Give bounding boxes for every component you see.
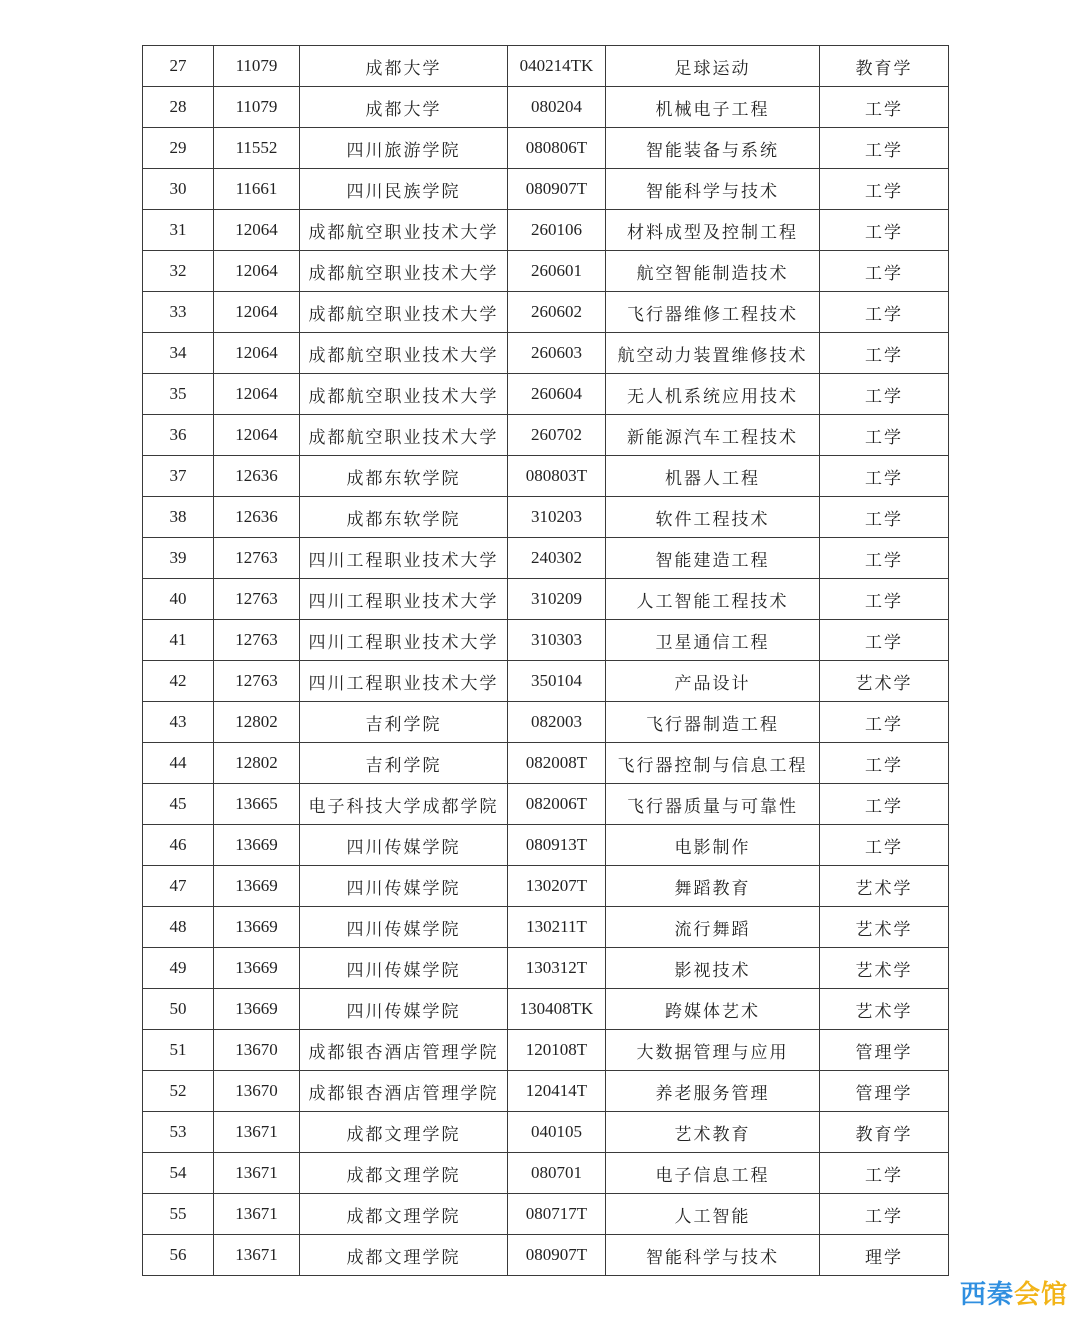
cell-school-name: 成都文理学院 (300, 1194, 508, 1235)
cell-category: 艺术学 (820, 948, 949, 989)
cell-major-code: 082008T (508, 743, 606, 784)
cell-school-name: 四川民族学院 (300, 169, 508, 210)
cell-school-name: 成都航空职业技术大学 (300, 333, 508, 374)
cell-major-name: 材料成型及控制工程 (606, 210, 820, 251)
cell-school-code: 12064 (214, 333, 300, 374)
cell-seq: 46 (143, 825, 214, 866)
cell-seq: 37 (143, 456, 214, 497)
cell-major-name: 艺术教育 (606, 1112, 820, 1153)
table-row (143, 907, 949, 948)
cell-category: 工学 (820, 1153, 949, 1194)
cell-school-name: 成都航空职业技术大学 (300, 415, 508, 456)
cell-school-code: 13669 (214, 989, 300, 1030)
cell-major-name: 影视技术 (606, 948, 820, 989)
cell-school-code: 12802 (214, 702, 300, 743)
cell-major-code: 080907T (508, 169, 606, 210)
cell-major-name: 电影制作 (606, 825, 820, 866)
table-row (143, 1030, 949, 1071)
table-row (143, 1071, 949, 1112)
cell-category: 工学 (820, 169, 949, 210)
cell-major-code: 080907T (508, 1235, 606, 1276)
cell-seq: 54 (143, 1153, 214, 1194)
cell-seq: 50 (143, 989, 214, 1030)
cell-school-name: 四川传媒学院 (300, 907, 508, 948)
cell-major-name: 飞行器质量与可靠性 (606, 784, 820, 825)
cell-category: 艺术学 (820, 989, 949, 1030)
cell-category: 工学 (820, 497, 949, 538)
cell-category: 艺术学 (820, 907, 949, 948)
table-row (143, 46, 949, 87)
cell-seq: 27 (143, 46, 214, 87)
cell-category: 教育学 (820, 1112, 949, 1153)
cell-major-name: 智能建造工程 (606, 538, 820, 579)
cell-school-name: 成都东软学院 (300, 497, 508, 538)
cell-school-name: 成都文理学院 (300, 1235, 508, 1276)
cell-school-name: 成都文理学院 (300, 1112, 508, 1153)
cell-school-code: 13665 (214, 784, 300, 825)
table-row (143, 1153, 949, 1194)
cell-major-name: 养老服务管理 (606, 1071, 820, 1112)
cell-seq: 38 (143, 497, 214, 538)
cell-seq: 44 (143, 743, 214, 784)
cell-major-name: 飞行器维修工程技术 (606, 292, 820, 333)
cell-school-name: 成都航空职业技术大学 (300, 292, 508, 333)
cell-major-code: 080204 (508, 87, 606, 128)
table-row (143, 702, 949, 743)
cell-major-name: 新能源汽车工程技术 (606, 415, 820, 456)
cell-category: 艺术学 (820, 866, 949, 907)
cell-category: 管理学 (820, 1030, 949, 1071)
table-row (143, 743, 949, 784)
cell-major-name: 大数据管理与应用 (606, 1030, 820, 1071)
cell-major-name: 流行舞蹈 (606, 907, 820, 948)
cell-major-code: 080803T (508, 456, 606, 497)
cell-major-code: 260601 (508, 251, 606, 292)
cell-seq: 30 (143, 169, 214, 210)
cell-seq: 51 (143, 1030, 214, 1071)
cell-category: 工学 (820, 333, 949, 374)
cell-school-name: 四川工程职业技术大学 (300, 579, 508, 620)
cell-seq: 56 (143, 1235, 214, 1276)
cell-major-name: 电子信息工程 (606, 1153, 820, 1194)
cell-major-code: 080717T (508, 1194, 606, 1235)
cell-major-code: 040105 (508, 1112, 606, 1153)
cell-school-code: 13671 (214, 1235, 300, 1276)
cell-seq: 39 (143, 538, 214, 579)
cell-major-code: 080701 (508, 1153, 606, 1194)
cell-major-name: 跨媒体艺术 (606, 989, 820, 1030)
cell-major-name: 足球运动 (606, 46, 820, 87)
cell-school-name: 成都东软学院 (300, 456, 508, 497)
table-row (143, 374, 949, 415)
cell-school-name: 成都大学 (300, 87, 508, 128)
watermark-logo (960, 1274, 1068, 1311)
watermark-text-a: 西秦 (959, 1280, 1014, 1310)
cell-seq: 52 (143, 1071, 214, 1112)
cell-category: 工学 (820, 784, 949, 825)
cell-category: 工学 (820, 743, 949, 784)
table-row (143, 87, 949, 128)
cell-major-name: 机械电子工程 (606, 87, 820, 128)
cell-school-code: 13671 (214, 1153, 300, 1194)
cell-major-name: 智能装备与系统 (606, 128, 820, 169)
cell-major-code: 120108T (508, 1030, 606, 1071)
cell-category: 工学 (820, 538, 949, 579)
cell-major-code: 310303 (508, 620, 606, 661)
table-row (143, 210, 949, 251)
cell-major-code: 260106 (508, 210, 606, 251)
cell-major-name: 飞行器控制与信息工程 (606, 743, 820, 784)
table-row (143, 1194, 949, 1235)
cell-seq: 35 (143, 374, 214, 415)
cell-major-code: 082006T (508, 784, 606, 825)
cell-school-code: 13669 (214, 866, 300, 907)
cell-seq: 33 (143, 292, 214, 333)
table-row (143, 497, 949, 538)
table-row (143, 866, 949, 907)
cell-major-name: 飞行器制造工程 (606, 702, 820, 743)
cell-category: 工学 (820, 415, 949, 456)
cell-seq: 40 (143, 579, 214, 620)
cell-category: 工学 (820, 456, 949, 497)
cell-seq: 29 (143, 128, 214, 169)
cell-school-code: 12636 (214, 456, 300, 497)
cell-seq: 43 (143, 702, 214, 743)
cell-major-name: 机器人工程 (606, 456, 820, 497)
cell-category: 工学 (820, 210, 949, 251)
cell-category: 工学 (820, 292, 949, 333)
table-row (143, 333, 949, 374)
cell-seq: 53 (143, 1112, 214, 1153)
cell-school-name: 四川传媒学院 (300, 948, 508, 989)
cell-major-name: 航空动力装置维修技术 (606, 333, 820, 374)
cell-major-name: 无人机系统应用技术 (606, 374, 820, 415)
cell-school-name: 成都航空职业技术大学 (300, 210, 508, 251)
cell-major-name: 人工智能 (606, 1194, 820, 1235)
cell-major-code: 130207T (508, 866, 606, 907)
cell-major-code: 260602 (508, 292, 606, 333)
table-row (143, 825, 949, 866)
cell-school-name: 吉利学院 (300, 743, 508, 784)
cell-major-code: 082003 (508, 702, 606, 743)
cell-school-code: 13670 (214, 1030, 300, 1071)
cell-school-code: 12064 (214, 251, 300, 292)
cell-school-code: 13669 (214, 825, 300, 866)
cell-school-code: 13669 (214, 907, 300, 948)
cell-major-code: 350104 (508, 661, 606, 702)
cell-school-code: 12763 (214, 661, 300, 702)
cell-major-code: 080913T (508, 825, 606, 866)
cell-school-code: 12064 (214, 374, 300, 415)
cell-major-name: 卫星通信工程 (606, 620, 820, 661)
table-row (143, 251, 949, 292)
cell-major-code: 130312T (508, 948, 606, 989)
cell-category: 工学 (820, 702, 949, 743)
cell-seq: 55 (143, 1194, 214, 1235)
cell-school-code: 12064 (214, 210, 300, 251)
cell-category: 工学 (820, 374, 949, 415)
cell-major-code: 260604 (508, 374, 606, 415)
watermark-text-b: 会馆 (1013, 1280, 1068, 1310)
table-row (143, 169, 949, 210)
cell-major-name: 智能科学与技术 (606, 1235, 820, 1276)
cell-school-code: 12064 (214, 292, 300, 333)
cell-school-name: 成都银杏酒店管理学院 (300, 1071, 508, 1112)
cell-school-name: 成都银杏酒店管理学院 (300, 1030, 508, 1071)
cell-seq: 41 (143, 620, 214, 661)
table-row (143, 538, 949, 579)
majors-table (142, 45, 949, 1276)
cell-school-name: 四川传媒学院 (300, 866, 508, 907)
cell-major-name: 软件工程技术 (606, 497, 820, 538)
cell-category: 工学 (820, 128, 949, 169)
cell-school-code: 12064 (214, 415, 300, 456)
cell-school-code: 13669 (214, 948, 300, 989)
cell-seq: 49 (143, 948, 214, 989)
cell-school-name: 成都大学 (300, 46, 508, 87)
cell-school-code: 11552 (214, 128, 300, 169)
cell-school-code: 11079 (214, 87, 300, 128)
cell-seq: 32 (143, 251, 214, 292)
table-body (143, 46, 949, 1276)
cell-major-code: 240302 (508, 538, 606, 579)
cell-seq: 34 (143, 333, 214, 374)
cell-seq: 31 (143, 210, 214, 251)
cell-major-code: 040214TK (508, 46, 606, 87)
cell-category: 工学 (820, 825, 949, 866)
table-row (143, 948, 949, 989)
cell-major-code: 310209 (508, 579, 606, 620)
cell-category: 工学 (820, 579, 949, 620)
cell-category: 教育学 (820, 46, 949, 87)
table-row (143, 292, 949, 333)
cell-major-name: 舞蹈教育 (606, 866, 820, 907)
table-row (143, 1112, 949, 1153)
table-row (143, 415, 949, 456)
table-row (143, 456, 949, 497)
cell-category: 管理学 (820, 1071, 949, 1112)
cell-school-code: 13670 (214, 1071, 300, 1112)
cell-category: 艺术学 (820, 661, 949, 702)
cell-seq: 48 (143, 907, 214, 948)
cell-school-code: 11661 (214, 169, 300, 210)
cell-major-name: 产品设计 (606, 661, 820, 702)
cell-seq: 36 (143, 415, 214, 456)
cell-school-name: 四川工程职业技术大学 (300, 661, 508, 702)
cell-major-code: 310203 (508, 497, 606, 538)
cell-school-code: 13671 (214, 1194, 300, 1235)
cell-major-name: 航空智能制造技术 (606, 251, 820, 292)
table-row (143, 1235, 949, 1276)
cell-seq: 45 (143, 784, 214, 825)
cell-school-code: 12763 (214, 620, 300, 661)
cell-seq: 42 (143, 661, 214, 702)
table-row (143, 620, 949, 661)
cell-school-name: 电子科技大学成都学院 (300, 784, 508, 825)
cell-category: 工学 (820, 1194, 949, 1235)
cell-major-code: 260603 (508, 333, 606, 374)
cell-school-code: 12763 (214, 579, 300, 620)
cell-school-name: 成都航空职业技术大学 (300, 251, 508, 292)
cell-seq: 28 (143, 87, 214, 128)
cell-major-name: 智能科学与技术 (606, 169, 820, 210)
cell-school-name: 成都航空职业技术大学 (300, 374, 508, 415)
cell-school-name: 四川传媒学院 (300, 825, 508, 866)
cell-school-name: 四川工程职业技术大学 (300, 538, 508, 579)
cell-school-code: 13671 (214, 1112, 300, 1153)
cell-major-code: 120414T (508, 1071, 606, 1112)
cell-school-name: 四川旅游学院 (300, 128, 508, 169)
table-row (143, 784, 949, 825)
cell-school-name: 四川工程职业技术大学 (300, 620, 508, 661)
cell-category: 工学 (820, 251, 949, 292)
cell-school-code: 11079 (214, 46, 300, 87)
cell-category: 理学 (820, 1235, 949, 1276)
table-row (143, 579, 949, 620)
cell-school-code: 12802 (214, 743, 300, 784)
cell-major-code: 130408TK (508, 989, 606, 1030)
cell-school-code: 12763 (214, 538, 300, 579)
cell-major-code: 130211T (508, 907, 606, 948)
cell-school-code: 12636 (214, 497, 300, 538)
cell-category: 工学 (820, 620, 949, 661)
table-row (143, 661, 949, 702)
table-row (143, 989, 949, 1030)
cell-school-name: 吉利学院 (300, 702, 508, 743)
table-row (143, 128, 949, 169)
cell-major-code: 260702 (508, 415, 606, 456)
cell-major-name: 人工智能工程技术 (606, 579, 820, 620)
cell-school-name: 成都文理学院 (300, 1153, 508, 1194)
cell-school-name: 四川传媒学院 (300, 989, 508, 1030)
cell-category: 工学 (820, 87, 949, 128)
cell-major-code: 080806T (508, 128, 606, 169)
cell-seq: 47 (143, 866, 214, 907)
